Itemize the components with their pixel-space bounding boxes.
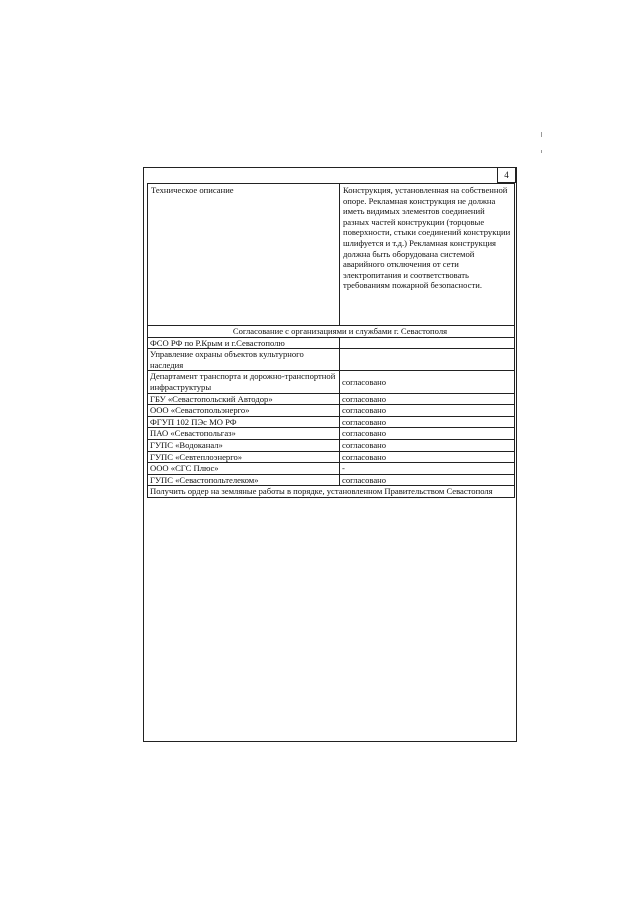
footer-note: Получить ордер на земляные работы в порядке, установленном Правительством Севастополя	[148, 486, 515, 498]
table-row	[148, 371, 515, 393]
table-row	[148, 474, 515, 486]
approval-status: согласовано	[340, 405, 515, 417]
table-row	[148, 416, 515, 428]
table-row	[148, 393, 515, 405]
table-row	[148, 463, 515, 475]
org-name: ФГУП 102 ПЭс МО РФ	[148, 416, 340, 428]
technical-description-row	[148, 184, 515, 326]
section-title: Согласование с организациями и службами г. Севастополя	[148, 326, 515, 338]
org-name: Департамент транспорта и дорожно-транспортной инфраструктуры	[148, 371, 340, 393]
approval-status	[340, 337, 515, 349]
approval-table	[147, 183, 515, 498]
table-row	[148, 451, 515, 463]
approval-status: согласовано	[340, 393, 515, 405]
table-row	[148, 405, 515, 417]
org-name: ООО «СГС Плюс»	[148, 463, 340, 475]
org-name: ГБУ «Севастопольский Автодор»	[148, 393, 340, 405]
org-name: ГУПС «Водоканал»	[148, 439, 340, 451]
table-row	[148, 439, 515, 451]
approval-status: согласовано	[340, 371, 515, 393]
approval-status	[340, 349, 515, 371]
page-number: 4	[497, 167, 516, 183]
org-name: ГУПС «Севтеплоэнерго»	[148, 451, 340, 463]
approval-status: согласовано	[340, 474, 515, 486]
footer-note-row	[148, 486, 515, 498]
table-row	[148, 428, 515, 440]
org-name: ГУПС «Севастопольтелеком»	[148, 474, 340, 486]
table-row	[148, 337, 515, 349]
approval-status: согласовано	[340, 416, 515, 428]
org-name: Управление охраны объектов культурного наследия	[148, 349, 340, 371]
approval-status: согласовано	[340, 439, 515, 451]
table-row	[148, 349, 515, 371]
technical-description-text: Конструкция, установленная на собственной опоре. Рекламная конструкция не должна иметь видимых элементов соединений разных частей конструкции (торцовые поверхности, стыки соединений конструкции шлифуется и т.д.) Рекламная конструкция должна быть оборудована системой аварийного отключения от сети электропитания и соответствовать требованиям пожарной безопасности.	[340, 184, 515, 326]
scan-artifact	[541, 132, 543, 162]
section-header-row	[148, 326, 515, 338]
org-name: ПАО «Севастопольгаз»	[148, 428, 340, 440]
approval-status: согласовано	[340, 428, 515, 440]
org-name: ООО «Севастопольэнерго»	[148, 405, 340, 417]
approval-status: -	[340, 463, 515, 475]
approval-status: согласовано	[340, 451, 515, 463]
org-name: ФСО РФ по Р.Крым и г.Севастополю	[148, 337, 340, 349]
technical-description-label: Техническое описание	[148, 184, 340, 326]
